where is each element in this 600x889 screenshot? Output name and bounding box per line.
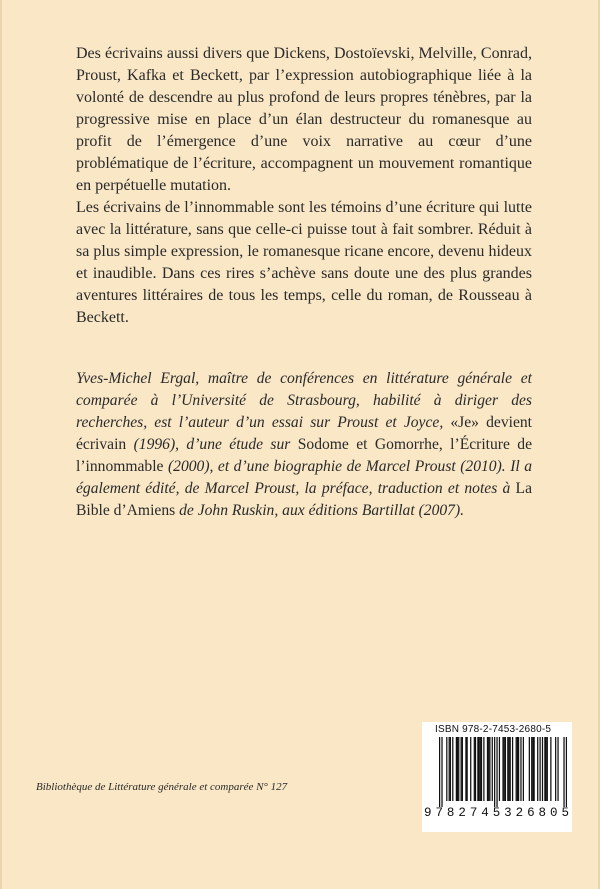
barcode-digit: 4 (481, 806, 489, 820)
blurb (76, 43, 532, 329)
barcode-bar (458, 737, 459, 801)
barcode-bar (563, 737, 564, 807)
blurb-paragraph-1: Des écrivains aussi divers que Dickens, Dostoïevski, Melville, Conrad, Proust, Kafka et Beckett, par l’expression autobiographique liée à la volonté de descendre au plus profond de leurs propres ténèbres, par la progressive mise en place d’un élan destructeur du romanesque au profit de l’émergence d’une voix narrative au cœur d’une problématique de l’écriture, accompagnent un mouvement romantique en perpétuelle mutation. (76, 45, 532, 194)
bio-title-2: Sodome et Gomorrhe, l’Écriture de l’innommable (76, 436, 532, 475)
barcode-bar (505, 737, 506, 801)
barcode-bar (446, 737, 447, 801)
barcode-bar (542, 737, 543, 801)
barcode-bar (537, 737, 538, 801)
barcode-digit: 8 (538, 806, 547, 820)
blurb-paragraph-2: Les écrivains de l’innommable sont les témoins d’une écriture qui lutte avec la littérature, sans que celle-ci puisse tout à fait sombrer. Réduit à sa plus simple expression, le romanesque ricane encore, devenu hideux et inaudible. Dans ces rires s’achève sans doute une des plus grandes aventures littéraires de tous les temps, celle du roman, de Rousseau à Beckett. (76, 199, 532, 326)
barcode-bar (481, 737, 482, 801)
isbn-label: ISBN 978-2-7453-2680-5 (435, 724, 552, 735)
barcode-bar (492, 737, 493, 801)
barcode-bar (502, 737, 503, 801)
barcode-bar (465, 737, 466, 801)
barcode-bar (496, 737, 497, 807)
barcode-bar (478, 737, 479, 801)
barcode-bar (449, 737, 450, 801)
barcode-bar (544, 737, 545, 801)
bio-text-1: Yves-Michel Ergal, maître de conférences en littérature générale et comparée à l’Université de Strasbourg, habilité à diriger des recherches, est l’auteur d’un essai sur Proust et Joyce, (76, 370, 532, 431)
barcode-bar (517, 737, 518, 801)
barcode-bar (547, 737, 548, 801)
barcode-bar (477, 737, 478, 801)
barcode-bar (557, 737, 558, 801)
bio-text-2: (1996), d’une étude sur (126, 436, 298, 453)
barcode-bar (441, 737, 442, 807)
barcode-bar (467, 737, 468, 801)
barcode-bar (531, 737, 532, 801)
barcode-bar (555, 737, 556, 801)
series-line: Bibliothèque de Littérature générale et comparée N° 127 (36, 781, 288, 793)
barcode-digit: 7 (435, 806, 443, 820)
barcode-bar (474, 737, 475, 801)
barcode-bar (507, 737, 508, 801)
barcode-bars (439, 737, 567, 807)
barcode-digit: 9 (424, 806, 432, 820)
author-bio (76, 368, 532, 522)
barcode-digit: 3 (504, 806, 512, 820)
bio-title-3: La Bible d’Amiens (76, 480, 532, 519)
barcode-digit: 2 (515, 806, 524, 820)
barcode-bar (456, 737, 457, 801)
barcode-bar (508, 737, 509, 801)
barcode-bar (494, 737, 495, 807)
barcode-digits (424, 806, 569, 820)
bio-title-1: «Je» devient écrivain (76, 414, 533, 453)
barcode-bar (488, 737, 489, 801)
barcode-bar (489, 737, 490, 801)
bio-text-3: (2000), et d’une biographie de Marcel Proust (2010). Il a également édité, de Marcel Proust, la préface, traduction et notes à (76, 458, 532, 497)
barcode-bar (518, 737, 519, 801)
barcode-bar (539, 737, 540, 801)
bio-text-4: de John Ruskin, aux éditions Bartillat (2007). (175, 502, 465, 519)
barcode-bar (452, 737, 453, 801)
barcode-bar (550, 737, 551, 801)
barcode-bar (480, 737, 481, 801)
barcode-bar (520, 737, 521, 801)
barcode-digit: 5 (492, 806, 501, 820)
barcode-bar (487, 737, 488, 801)
barcode-bar (516, 737, 517, 801)
barcode-digit: 5 (561, 806, 569, 820)
barcode-digit: 7 (469, 806, 478, 820)
barcode-bar (461, 737, 462, 801)
barcode-bar (457, 737, 458, 801)
barcode-digit: 8 (446, 806, 455, 820)
barcode-digit: 0 (549, 806, 558, 820)
barcode-bar (470, 737, 471, 801)
barcode-bar (532, 737, 533, 801)
barcode-bar (439, 737, 440, 807)
barcode-bar (450, 737, 451, 801)
barcode-bar (475, 737, 476, 801)
barcode-bar (566, 737, 567, 807)
barcode-bar (545, 737, 546, 801)
barcode-bar (499, 737, 500, 801)
barcode-bar (504, 737, 505, 801)
barcode-bar (510, 737, 511, 801)
barcode-bar (534, 737, 535, 801)
barcode-bar (462, 737, 463, 801)
barcode-bar (512, 737, 513, 801)
barcode-bar (529, 737, 530, 801)
barcode-digit: 2 (458, 806, 466, 820)
barcode-bar (523, 737, 524, 801)
barcode-bar (483, 737, 484, 801)
barcode-digit: 6 (527, 806, 535, 820)
